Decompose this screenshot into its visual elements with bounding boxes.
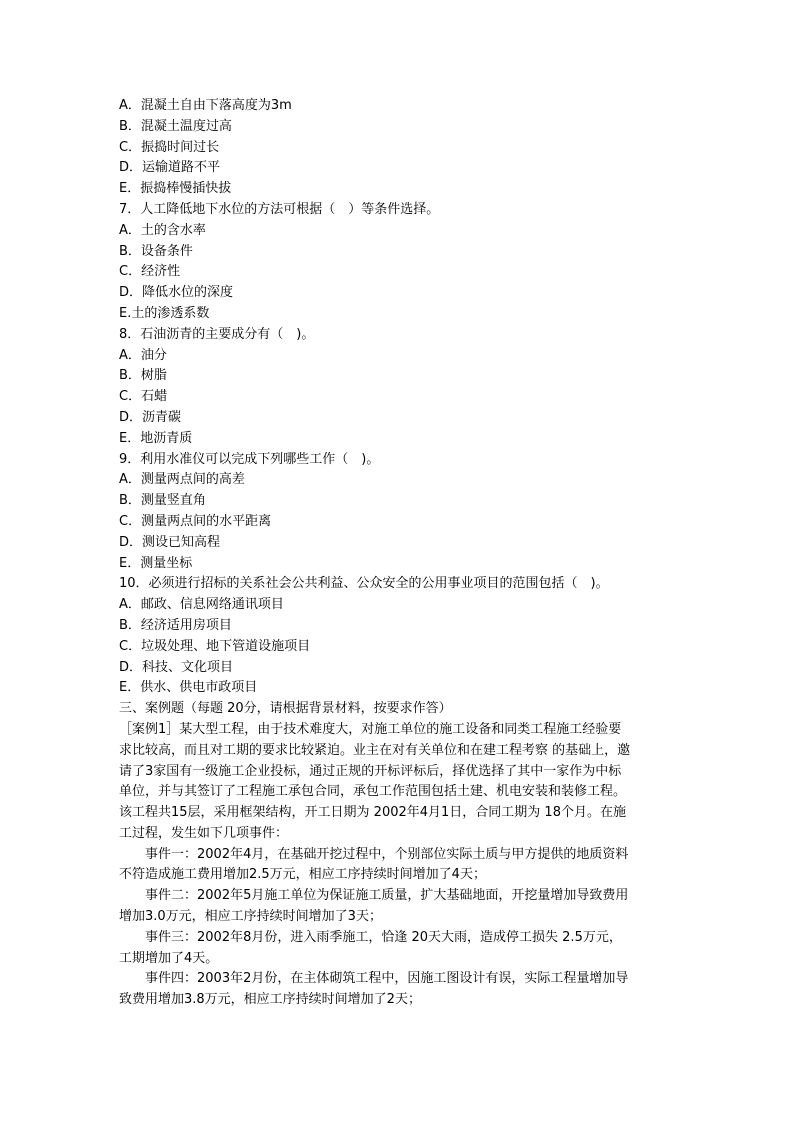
case-1-background: [119, 720, 679, 845]
event-3: [119, 928, 679, 970]
case-1-line: 求比较高，而且对工期的要求比较紧迫。业主在对有关单位和在建工程考察 的基础上，邀: [119, 742, 631, 758]
q7-option-e: E.土的渗透系数: [119, 305, 210, 321]
case-1-line: 工过程，发生如下几项事件：: [119, 825, 289, 841]
q10-option-e: E．供水、供电市政项目: [119, 680, 258, 696]
q7-option-c: C．经济性: [119, 264, 181, 280]
q7-option-b: B．设备条件: [119, 243, 193, 259]
q10-option-d: D．科技、文化项目: [119, 659, 234, 675]
section-3-case-questions: [119, 699, 679, 1011]
q6-option-c: C．振捣时间过长: [119, 139, 220, 155]
q8-option-d: D．沥青碳: [119, 409, 182, 425]
event-4-line-2: 致费用增加3.8万元，相应工序持续时间增加了2天；: [119, 992, 421, 1008]
event-1-line-2: 不符造成施工费用增加2.5万元，相应工序持续时间增加了4天；: [119, 867, 486, 883]
q10-option-a: A．邮政、信息网络通讯项目: [119, 597, 284, 613]
event-2-line-1: 事件二：2002年5月施工单位为保证施工质量，扩大基础地面，开挖量增加导致费用: [145, 888, 629, 904]
document-page: [119, 96, 679, 1011]
q10-option-b: B．经济适用房项目: [119, 617, 232, 633]
case-1-line: 单位，并与其签订了工程施工承包合同，承包工作范围包括土建、机电安装和装修工程。: [119, 784, 627, 800]
event-2-line-2: 增加3.0万元，相应工序持续时间增加了3天；: [119, 909, 382, 925]
q9-option-c: C．测量两点间的水平距离: [119, 513, 272, 529]
case-1-line: 请了3家国有一级施工企业投标，通过正规的开标评标后，择优选择了其中一家作为中标: [119, 763, 622, 779]
q8-option-b: B．树脂: [119, 368, 167, 384]
q6-option-d: D．运输道路不平: [119, 160, 221, 176]
q7-option-d: D．降低水位的深度: [119, 285, 234, 301]
section-3-heading: 三、案例题（每题 20分，请根据背景材料，按要求作答）: [119, 701, 452, 717]
q6-option-a: A．混凝土自由下落高度为3m: [119, 98, 292, 113]
q7-option-a: A．土的含水率: [119, 222, 206, 238]
event-1: [119, 845, 679, 887]
q9-option-d: D．测设已知高程: [119, 534, 221, 550]
event-1-line-1: 事件一：2002年4月，在基础开挖过程中，个别部位实际土质与甲方提供的地质资料: [145, 846, 629, 862]
q8-option-a: A．油分: [119, 347, 167, 363]
case-1-line: 该工程共15层，采用框架结构，开工日期为 2002年4月1日，合同工期为 18个月。在施: [119, 805, 626, 821]
question-7: [119, 200, 679, 325]
q8-option-e: E．地沥青质: [119, 430, 193, 446]
event-3-line-2: 工期增加了4天。: [119, 950, 219, 966]
q9-stem: 9．利用水准仪可以完成下列哪些工作（ )。: [119, 451, 380, 467]
q6-option-b: B．混凝土温度过高: [119, 118, 232, 134]
q7-stem: 7．人工降低地下水位的方法可根据（ ）等条件选择。: [119, 201, 440, 217]
q9-option-a: A．测量两点间的高差: [119, 472, 245, 488]
event-4: [119, 969, 679, 1011]
q9-option-b: B．测量竖直角: [119, 493, 206, 509]
question-6-options: [119, 96, 679, 200]
event-2: [119, 886, 679, 928]
q10-option-c: C．垃圾处理、地下管道设施项目: [119, 638, 311, 654]
q6-option-e: E．振捣棒慢插快拔: [119, 181, 232, 197]
question-9: [119, 450, 679, 575]
q10-stem: 10．必须进行招标的关系社会公共利益、公众安全的公用事业项目的范围包括（ )。: [119, 576, 609, 592]
q8-option-c: C．石蜡: [119, 389, 168, 405]
event-3-line-1: 事件三：2002年8月份，进入雨季施工，恰逢 20天大雨，造成停工损失 2.5万元，: [145, 929, 622, 945]
case-1-line: ［案例1］某大型工程，由于技术难度大，对施工单位的施工设备和同类工程施工经验要: [119, 721, 622, 737]
question-8: [119, 325, 679, 450]
event-4-line-1: 事件四：2003年2月份，在主体砌筑工程中，因施工图设计有误，实际工程量增加导: [145, 971, 629, 987]
q9-option-e: E．测量坐标: [119, 555, 193, 571]
question-10: [119, 574, 679, 699]
q8-stem: 8．石油沥青的主要成分有（ )。: [119, 326, 315, 342]
